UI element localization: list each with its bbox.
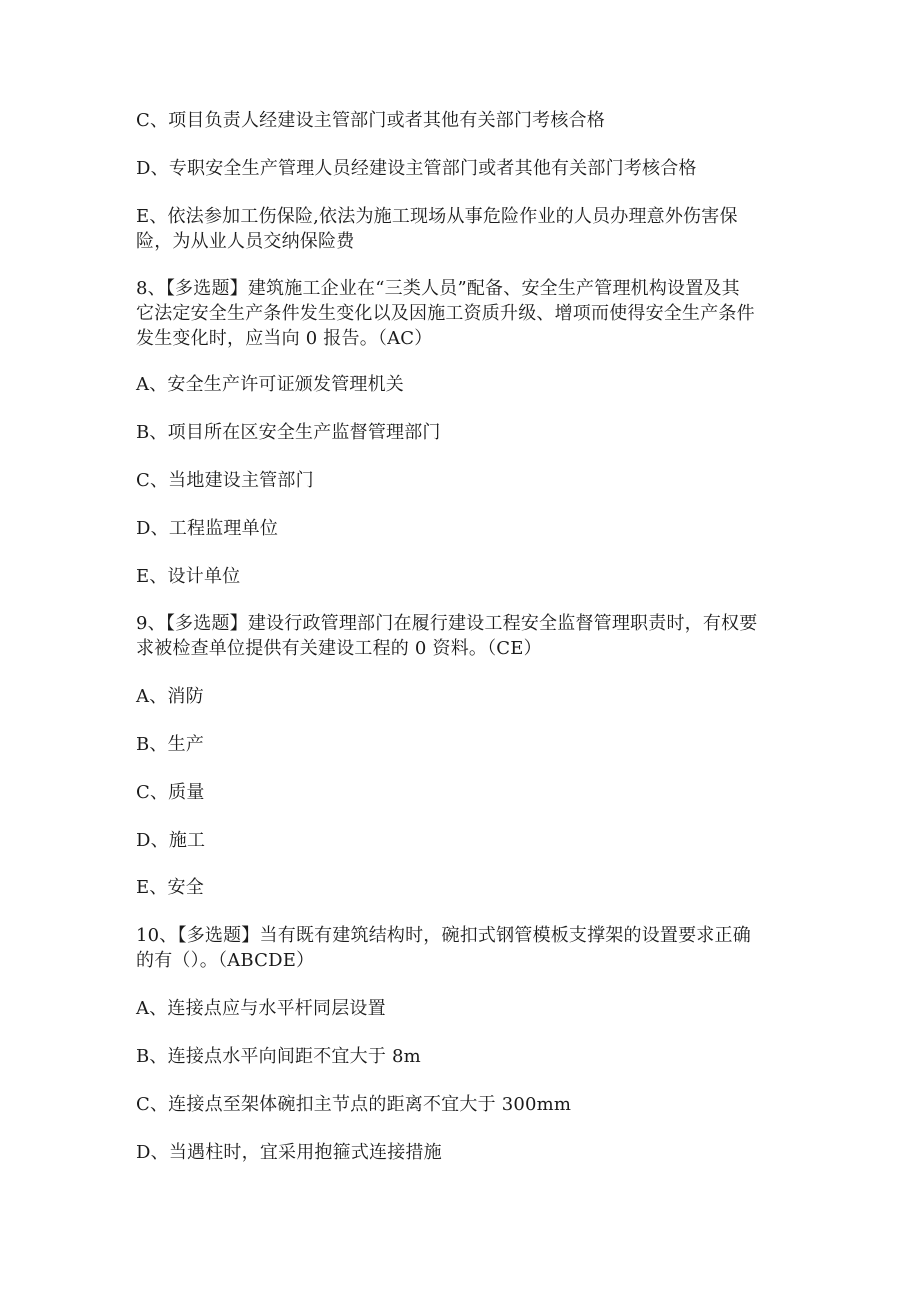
q8-option-a: A、安全生产许可证颁发管理机关: [136, 374, 404, 395]
q7-option-e-line1: E、依法参加工伤保险,依法为施工现场从事危险作业的人员办理意外伤害保: [136, 206, 738, 227]
q8-option-e: E、设计单位: [136, 566, 241, 587]
q10-stem-line1: 10、【多选题】当有既有建筑结构时，碗扣式钢管模板支撑架的设置要求正确: [136, 925, 751, 946]
q7-option-e-line2: 险，为从业人员交纳保险费: [136, 231, 355, 252]
q9-option-d: D、施工: [136, 830, 206, 851]
q8-stem-line3: 发生变化时，应当向 0 报告。（AC）: [136, 328, 433, 349]
q10-option-b: B、连接点水平向间距不宜大于 8m: [136, 1046, 421, 1067]
q9-option-e: E、安全: [136, 877, 204, 898]
q8-option-b: B、项目所在区安全生产监督管理部门: [136, 422, 441, 443]
q9-stem-line1: 9、【多选题】建设行政管理部门在履行建设工程安全监督管理职责时，有权要: [136, 613, 758, 634]
q8-stem-line1: 8、【多选题】建筑施工企业在“三类人员”配备、安全生产管理机构设置及其: [136, 278, 740, 299]
q10-stem-line2: 的有（）。（ABCDE）: [136, 950, 315, 971]
q7-option-c: C、项目负责人经建设主管部门或者其他有关部门考核合格: [136, 110, 605, 131]
q8-option-d: D、工程监理单位: [136, 518, 279, 539]
q8-option-c: C、当地建设主管部门: [136, 470, 314, 491]
q10-option-a: A、连接点应与水平杆同层设置: [136, 998, 386, 1019]
q10-option-c: C、连接点至架体碗扣主节点的距离不宜大于 300mm: [136, 1094, 572, 1115]
q9-stem-line2: 求被检查单位提供有关建设工程的 0 资料。（CE）: [136, 638, 542, 659]
q8-stem-line2: 它法定安全生产条件发生变化以及因施工资质升级、增项而使得安全生产条件: [136, 303, 755, 324]
q9-option-a: A、消防: [136, 686, 204, 707]
q9-option-c: C、质量: [136, 782, 205, 803]
q10-option-d: D、当遇柱时，宜采用抱箍式连接措施: [136, 1142, 442, 1163]
q9-option-b: B、生产: [136, 734, 205, 755]
q7-option-d: D、专职安全生产管理人员经建设主管部门或者其他有关部门考核合格: [136, 158, 697, 179]
